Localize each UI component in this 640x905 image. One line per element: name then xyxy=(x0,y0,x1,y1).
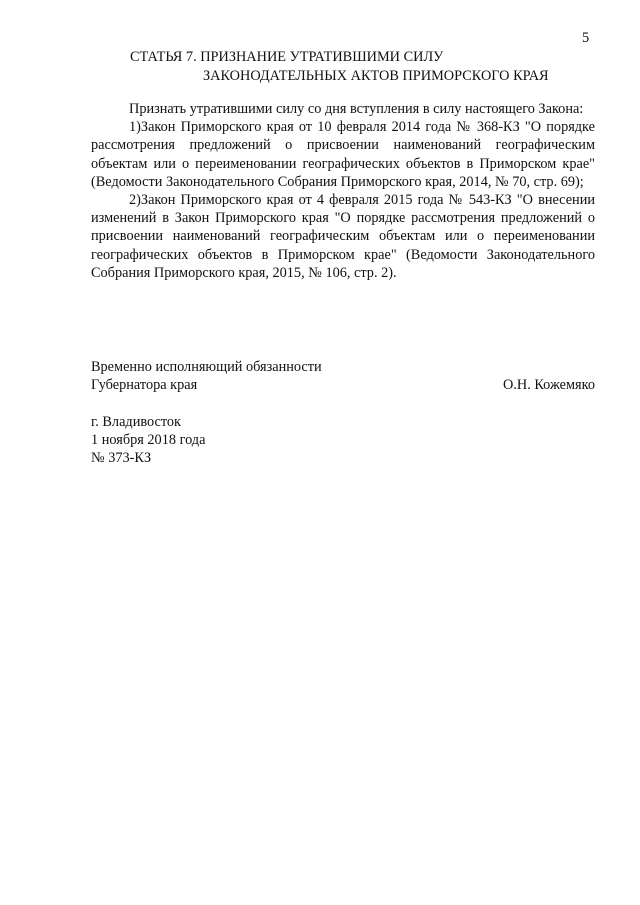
signatory-name: О.Н. Кожемяко xyxy=(502,377,595,394)
heading-line-2: ЗАКОНОДАТЕЛЬНЫХ АКТОВ ПРИМОРСКОГО КРАЯ xyxy=(203,68,549,84)
signature-row xyxy=(91,376,595,394)
page-number: 5 xyxy=(582,30,590,46)
repealed-law-item-1: 1)Закон Приморского края от 10 февраля 2014 года № 368-КЗ "О порядке рассмотрения предложений о присвоении наименований географическим объектам или о переименовании географических объектов в Приморском крае" (Ведомости Законодательного Собрания Приморского края, 2014, № 70, стр. 69); xyxy=(91,119,595,190)
signature-block xyxy=(91,358,595,394)
signatory-title-line-1: Временно исполняющий обязанности xyxy=(91,359,322,375)
signatory-title-line-2: Губернатора края xyxy=(91,377,198,394)
intro-paragraph: Признать утратившими силу со дня вступления в силу настоящего Закона: xyxy=(129,101,584,117)
signing-date: 1 ноября 2018 года xyxy=(91,432,206,449)
repealed-law-item-2: 2)Закон Приморского края от 4 февраля 2015 года № 543-КЗ "О внесении изменений в Закон Приморского края "О порядке рассмотрения предложений о присвоении наименований географическим объектам или о переименовании географических объектов в Приморском крае" (Ведомости Законодательного Собрания Приморского края, 2015, № 106, стр. 2). xyxy=(91,192,595,281)
article-body xyxy=(91,100,595,282)
place-date-block xyxy=(91,413,205,468)
article-heading xyxy=(130,48,600,86)
law-number: № 373-КЗ xyxy=(91,450,152,467)
city: г. Владивосток xyxy=(91,414,181,430)
heading-line-1: СТАТЬЯ 7. ПРИЗНАНИЕ УТРАТИВШИМИ СИЛУ xyxy=(130,49,444,65)
